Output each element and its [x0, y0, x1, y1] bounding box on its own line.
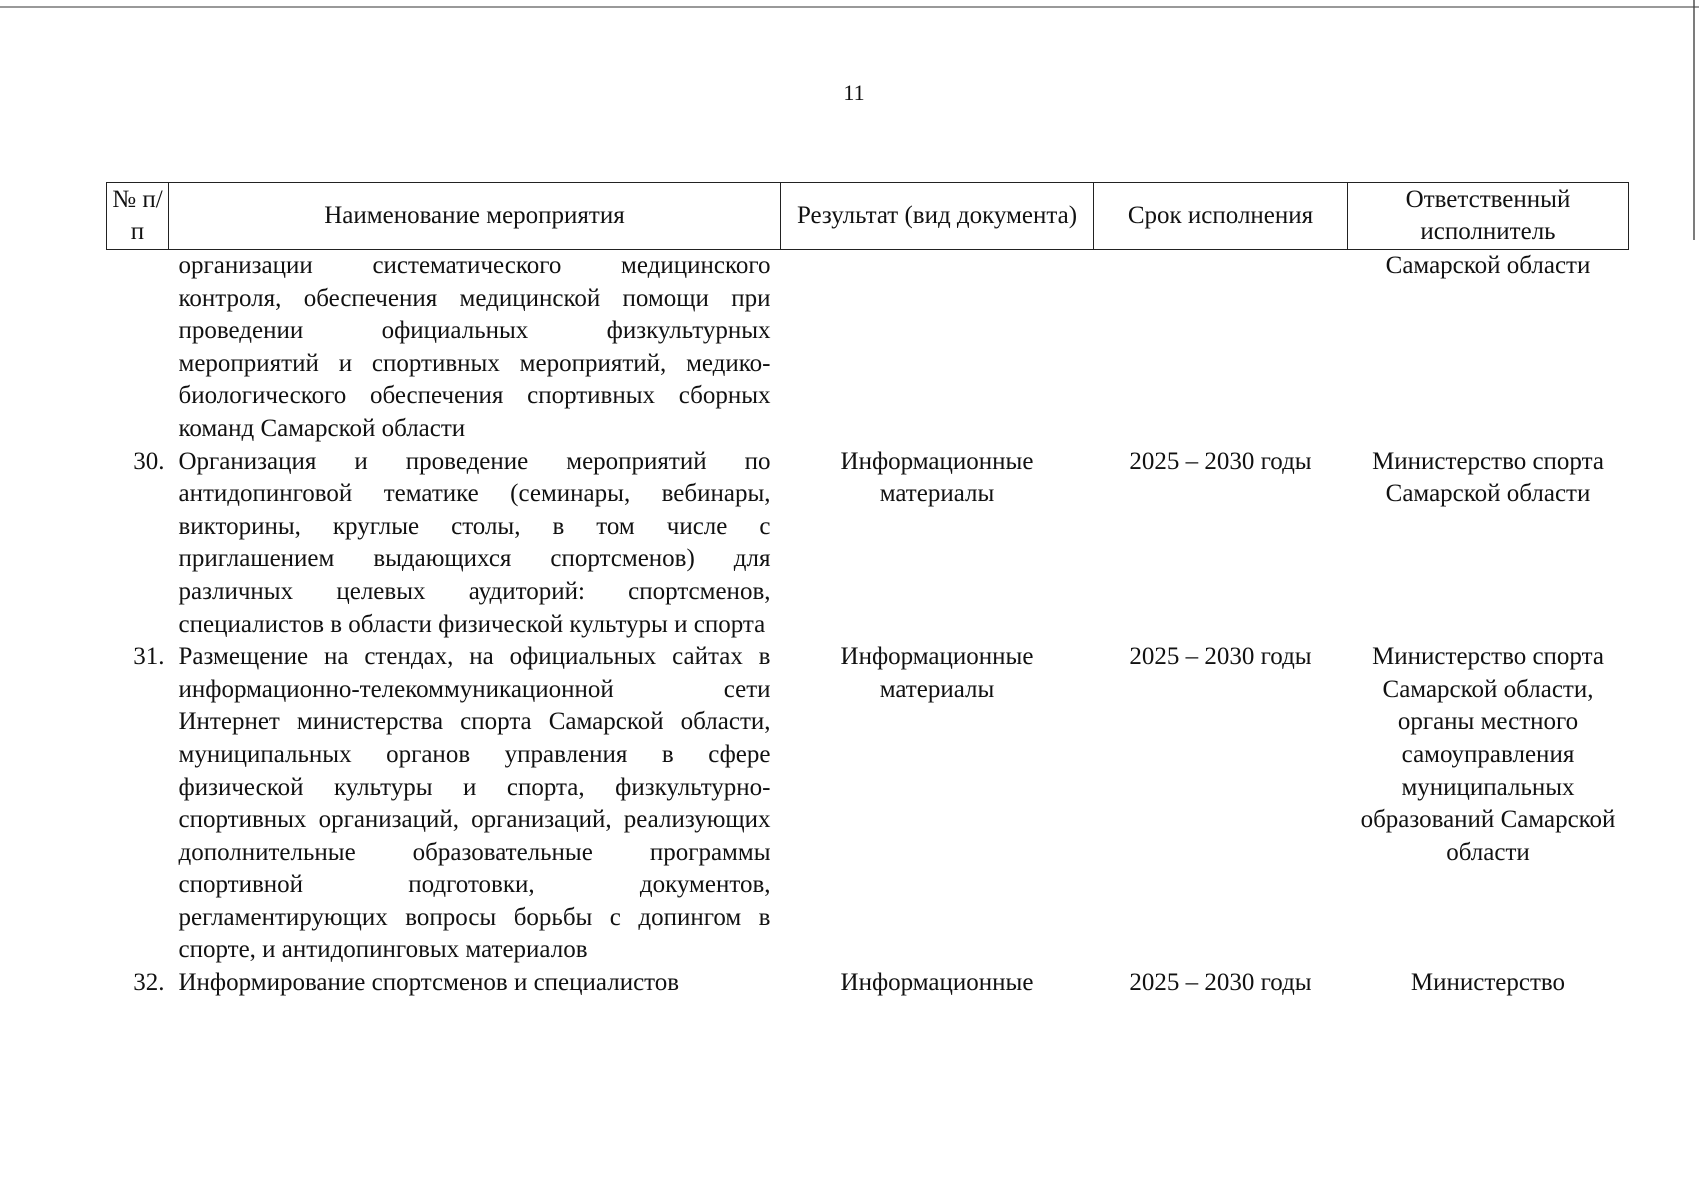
row-name: Организация и проведение мероприятий по антидопинговой тематике (семинары, вебинары, викторины, круглые столы, в том числе с приглашением выдающихся спортсменов) для различных целевых аудиторий: спортсменов, специалистов в области физической культуры и спорта — [178, 447, 771, 638]
header-term: Срок исполнения — [1094, 183, 1348, 250]
activities-table — [106, 182, 1629, 1000]
table-header — [107, 183, 1629, 250]
row-responsible: Самарской области — [1385, 252, 1591, 279]
row-term: 2025 – 2030 годы — [1129, 969, 1312, 997]
scan-right-edge — [1693, 0, 1695, 240]
row-responsible: Министерство — [1410, 969, 1566, 997]
row-result: Информационные материалы — [840, 447, 1034, 508]
row-responsible: Министерство спорта Самарской области — [1372, 447, 1604, 508]
header-responsible: Ответственный исполнитель — [1348, 183, 1629, 250]
row-num: 30. — [133, 447, 165, 475]
row-name: Размещение на стендах, на официальных сайтах в информационно-телекоммуникационной сети Интернет министерства спорта Самарской области, муниципальных органов управления в сфере физической культуры и спорта, физкультурно-спортивных организаций, организаций, реализующих дополнительные образовательные программы спортивной подготовки, документов, регламентирующих вопросы борьбы с допингом в спорте, и антидопинговых материалов — [178, 643, 771, 964]
table-row — [107, 641, 1629, 967]
row-result: Информационные материалы — [840, 643, 1034, 703]
row-num: 31. — [133, 643, 165, 671]
header-name: Наименование мероприятия — [169, 183, 781, 250]
header-num: № п/п — [107, 183, 169, 250]
table-row — [107, 967, 1629, 1000]
table-row — [107, 250, 1629, 446]
header-result: Результат (вид документа) — [781, 183, 1094, 250]
row-result — [781, 250, 1094, 446]
scan-top-rule — [0, 6, 1699, 8]
row-result: Информационные — [840, 969, 1034, 997]
row-responsible: Министерство спорта Самарской области, органы местного самоуправления муниципальных образований Самарской области — [1360, 643, 1616, 866]
row-term: 2025 – 2030 годы — [1129, 643, 1312, 671]
row-name: Информирование спортсменов и специалистов — [178, 969, 680, 997]
table-row — [107, 446, 1629, 642]
row-num: 32. — [133, 969, 165, 997]
row-num — [107, 250, 169, 446]
page-number: 11 — [843, 80, 865, 105]
row-term — [1094, 250, 1348, 446]
row-term: 2025 – 2030 годы — [1129, 447, 1312, 475]
row-name: организации систематического медицинского контроля, обеспечения медицинской помощи при проведении официальных физкультурных мероприятий и спортивных мероприятий, медико-биологического обеспечения спортивных сборных команд Самарской области — [178, 252, 771, 442]
